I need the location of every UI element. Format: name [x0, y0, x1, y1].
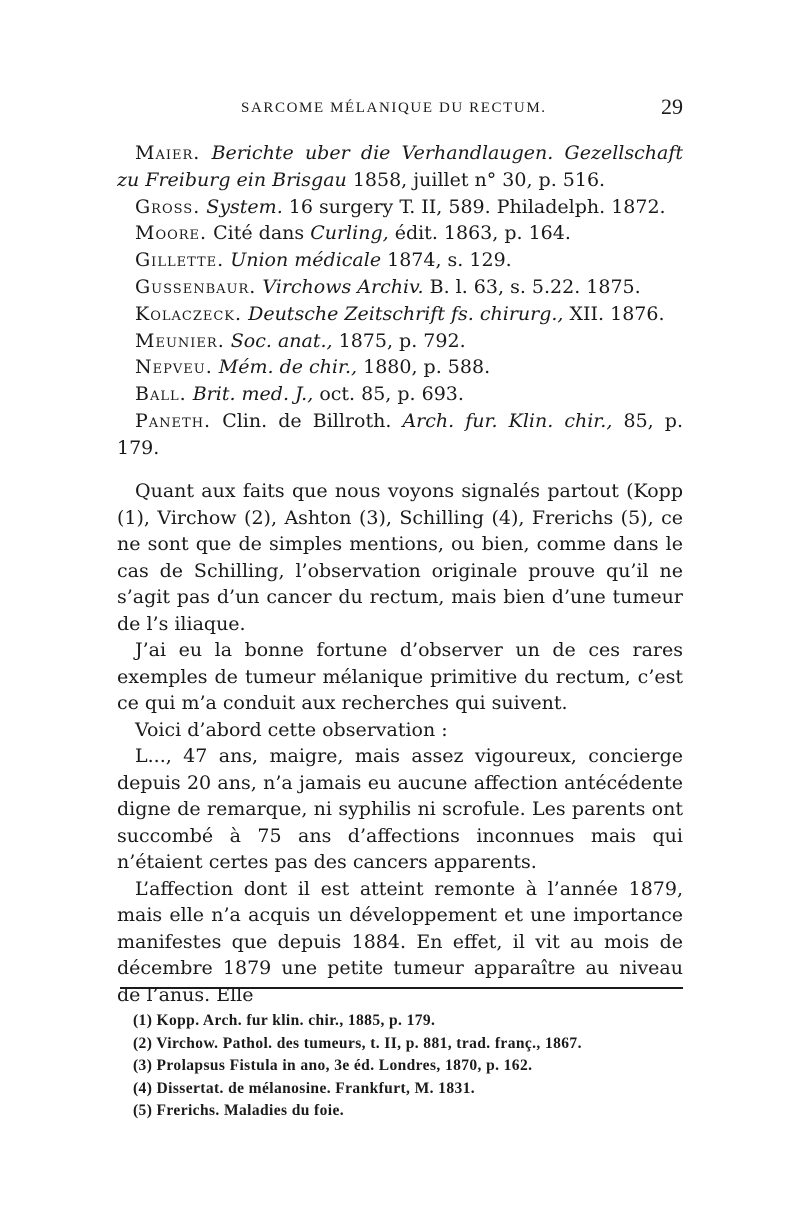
- reference-author: Maier.: [135, 142, 201, 164]
- reference-entry: [117, 301, 683, 328]
- footnotes: [133, 1010, 673, 1123]
- page-number: 29: [661, 94, 683, 119]
- reference-work: Brit. med. J.,: [192, 383, 314, 406]
- reference-entry: [117, 354, 683, 381]
- reference-work: Virchows Archiv.: [262, 275, 424, 298]
- reference-detail: 1875, p. 792.: [338, 329, 466, 352]
- body-paragraph: L’affection dont il est atteint remonte à l’année 1879, mais elle n’a acquis un développement et une importance manifestes que depuis 1884. En effet, il vit au mois de décembre 1879 une petite tumeur apparaître au niveau de l’anus. Elle: [117, 877, 683, 1006]
- footnote: (2) Virchow. Pathol. des tumeurs, t. II, p. 881, trad. franç., 1867.: [133, 1034, 582, 1052]
- reference-author: Moore.: [135, 222, 208, 245]
- reference-prefix: Clin. de Billroth.: [222, 409, 392, 432]
- reference-work: Curling,: [310, 222, 389, 245]
- reference-author: Ball.: [135, 383, 187, 406]
- reference-detail: 85, p. 179.: [117, 409, 683, 459]
- reference-detail: XII. 1876.: [569, 302, 665, 325]
- footnote: (3) Prolapsus Fistula in ano, 3e éd. Londres, 1870, p. 162.: [133, 1057, 533, 1074]
- reference-detail: 1858, juillet n° 30, p. 516.: [352, 168, 606, 191]
- reference-entry: [117, 328, 683, 355]
- reference-work: System.: [206, 195, 283, 218]
- footnote: (4) Dissertat. de mélanosine. Frankfurt, M. 1831.: [133, 1079, 476, 1097]
- body-paragraph: J’ai eu la bonne fortune d’observer un de ces rares exemples de tumeur mélanique primitive du rectum, c’est ce qui m’a conduit aux recherches qui suivent.: [117, 639, 683, 714]
- footnote-divider: [120, 987, 683, 989]
- reference-author: Nepveu.: [135, 356, 213, 379]
- reference-work: Arch. fur. Klin. chir.,: [402, 409, 613, 432]
- body-paragraph: Quant aux faits que nous voyons signalés partout (Kopp (1), Virchow (2), Ashton (3), Schilling (4), Frerichs (5), ce ne sont que de simples mentions, ou bien, comme dans le cas de Schilling, l’observation originale prouve qu’il ne s’agit pas d’un cancer du rectum, mais bien d’une tumeur de l’s iliaque.: [117, 480, 683, 635]
- reference-detail: édit. 1863, p. 164.: [394, 222, 571, 245]
- reference-entry: [117, 194, 683, 221]
- reference-detail: 16 surgery T. II, 589. Philadelph. 1872.: [288, 195, 666, 218]
- reference-entry: [117, 220, 683, 247]
- footnote: (5) Frerichs. Maladies du foie.: [133, 1102, 345, 1119]
- reference-author: Gillette.: [135, 249, 225, 272]
- body-paragraph: Voici d’abord cette observation :: [135, 718, 448, 741]
- reference-author: Paneth.: [135, 409, 212, 432]
- reference-author: Gross.: [135, 195, 201, 218]
- bibliography-list: [117, 140, 683, 462]
- body-paragraph: L..., 47 ans, maigre, mais assez vigoureux, concierge depuis 20 ans, n’a jamais eu aucune affection antécédente digne de remarque, ni syphilis ni scrofule. Les parents ont succombé à 75 ans d’affections inconnues mais qui n’étaient certes pas des cancers apparents.: [117, 745, 683, 873]
- reference-work: Deutsche Zeitschrift fs. chirurg.,: [248, 302, 564, 325]
- reference-entry: [117, 274, 683, 301]
- reference-detail: oct. 85, p. 693.: [319, 383, 464, 406]
- reference-entry: [117, 247, 683, 274]
- reference-work: Berichte uber die Verhandlaugen. Gezellschaft zu Freiburg ein Brisgau: [117, 142, 683, 191]
- reference-detail: 1880, p. 588.: [363, 356, 491, 379]
- reference-work: Soc. anat.,: [230, 329, 333, 352]
- running-title: SARCOME MÉLANIQUE DU RECTUM.: [241, 100, 547, 116]
- reference-author: Kolaczeck.: [135, 302, 243, 325]
- reference-work: Mém. de chir.,: [218, 356, 358, 379]
- reference-detail: 1874, s. 129.: [387, 249, 512, 272]
- reference-author: Meunier.: [135, 329, 225, 352]
- reference-work: Union médicale: [230, 249, 382, 272]
- footnote: (1) Kopp. Arch. fur klin. chir., 1885, p. 179.: [133, 1012, 436, 1029]
- main-text: [117, 478, 683, 1008]
- reference-entry: [117, 381, 683, 408]
- page-header: [117, 94, 683, 128]
- reference-entry: [117, 408, 683, 462]
- reference-detail: B. l. 63, s. 5.22. 1875.: [429, 275, 641, 298]
- reference-prefix: Cité dans: [213, 222, 305, 245]
- reference-entry: [117, 140, 683, 194]
- reference-author: Gussenbaur.: [135, 275, 257, 298]
